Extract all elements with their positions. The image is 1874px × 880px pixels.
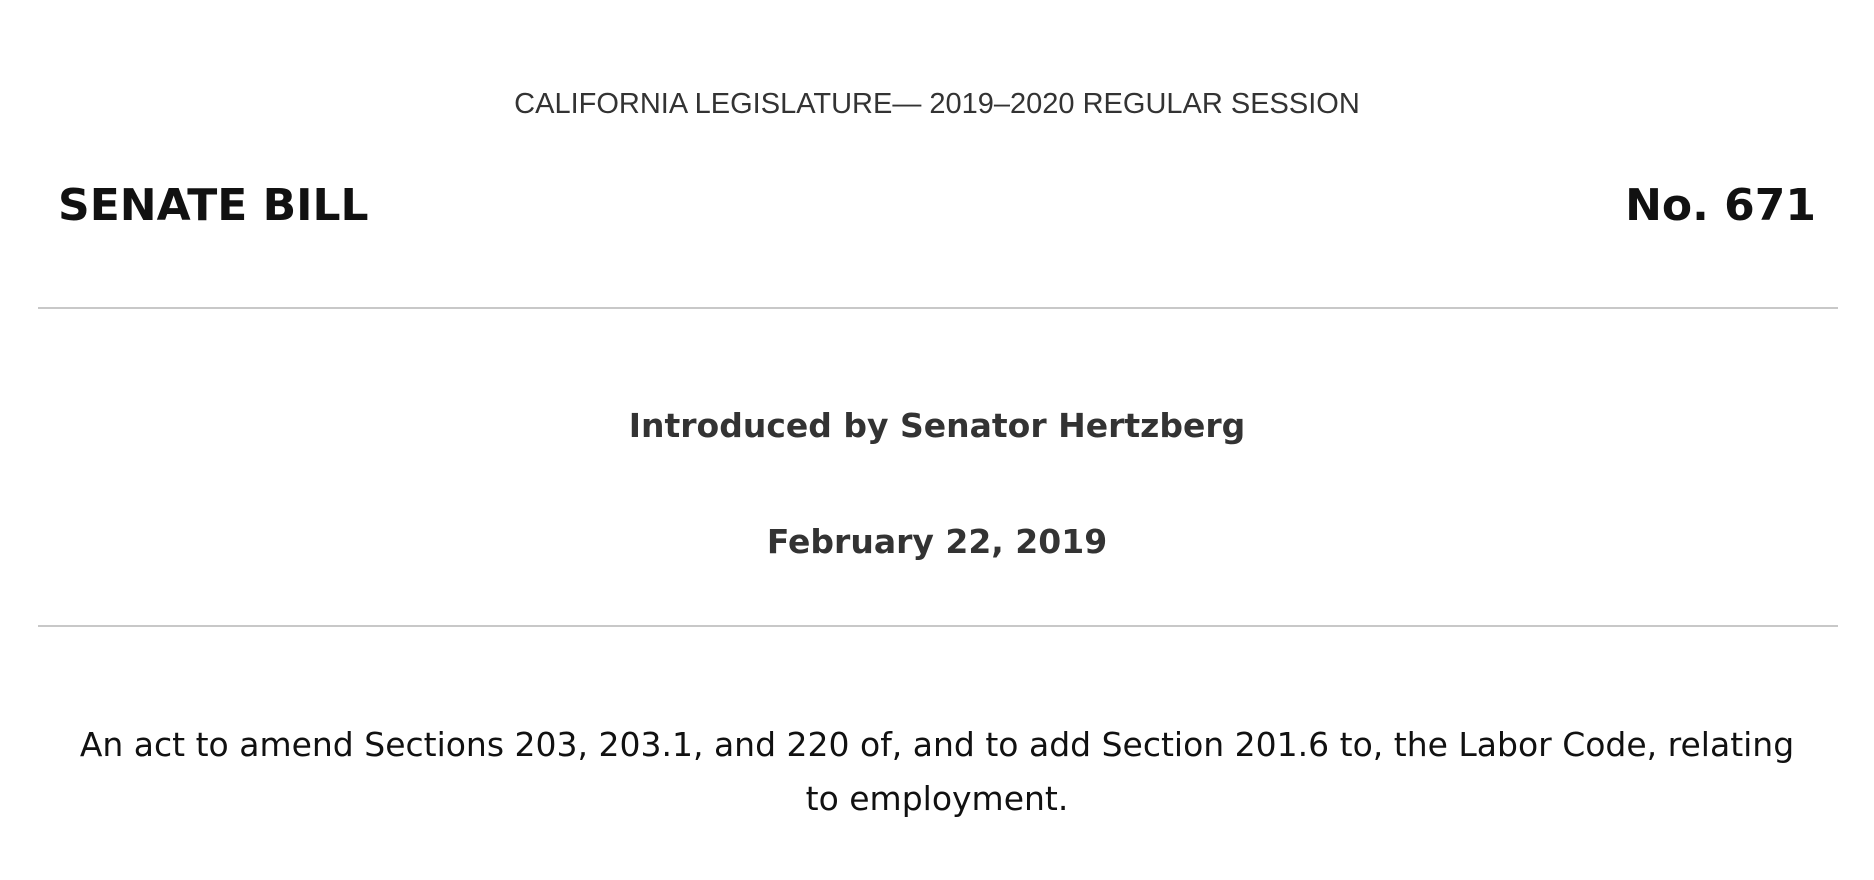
session-heading: CALIFORNIA LEGISLATURE— 2019–2020 REGULAR SESSION: [514, 88, 1360, 120]
bill-title: An act to amend Sections 203, 203.1, and 220 of, and to add Section 201.6 to, the Labor Code, relating to employment.: [79, 725, 1795, 818]
divider-top: [38, 307, 1838, 309]
introduced-by: Introduced by Senator Hertzberg: [628, 406, 1246, 445]
bill-number: No. 671: [1625, 180, 1816, 231]
divider-bottom: [38, 625, 1838, 627]
introduced-date: February 22, 2019: [766, 522, 1108, 561]
bill-type: SENATE BILL: [58, 180, 369, 231]
bill-identifier-row: [58, 178, 1816, 234]
